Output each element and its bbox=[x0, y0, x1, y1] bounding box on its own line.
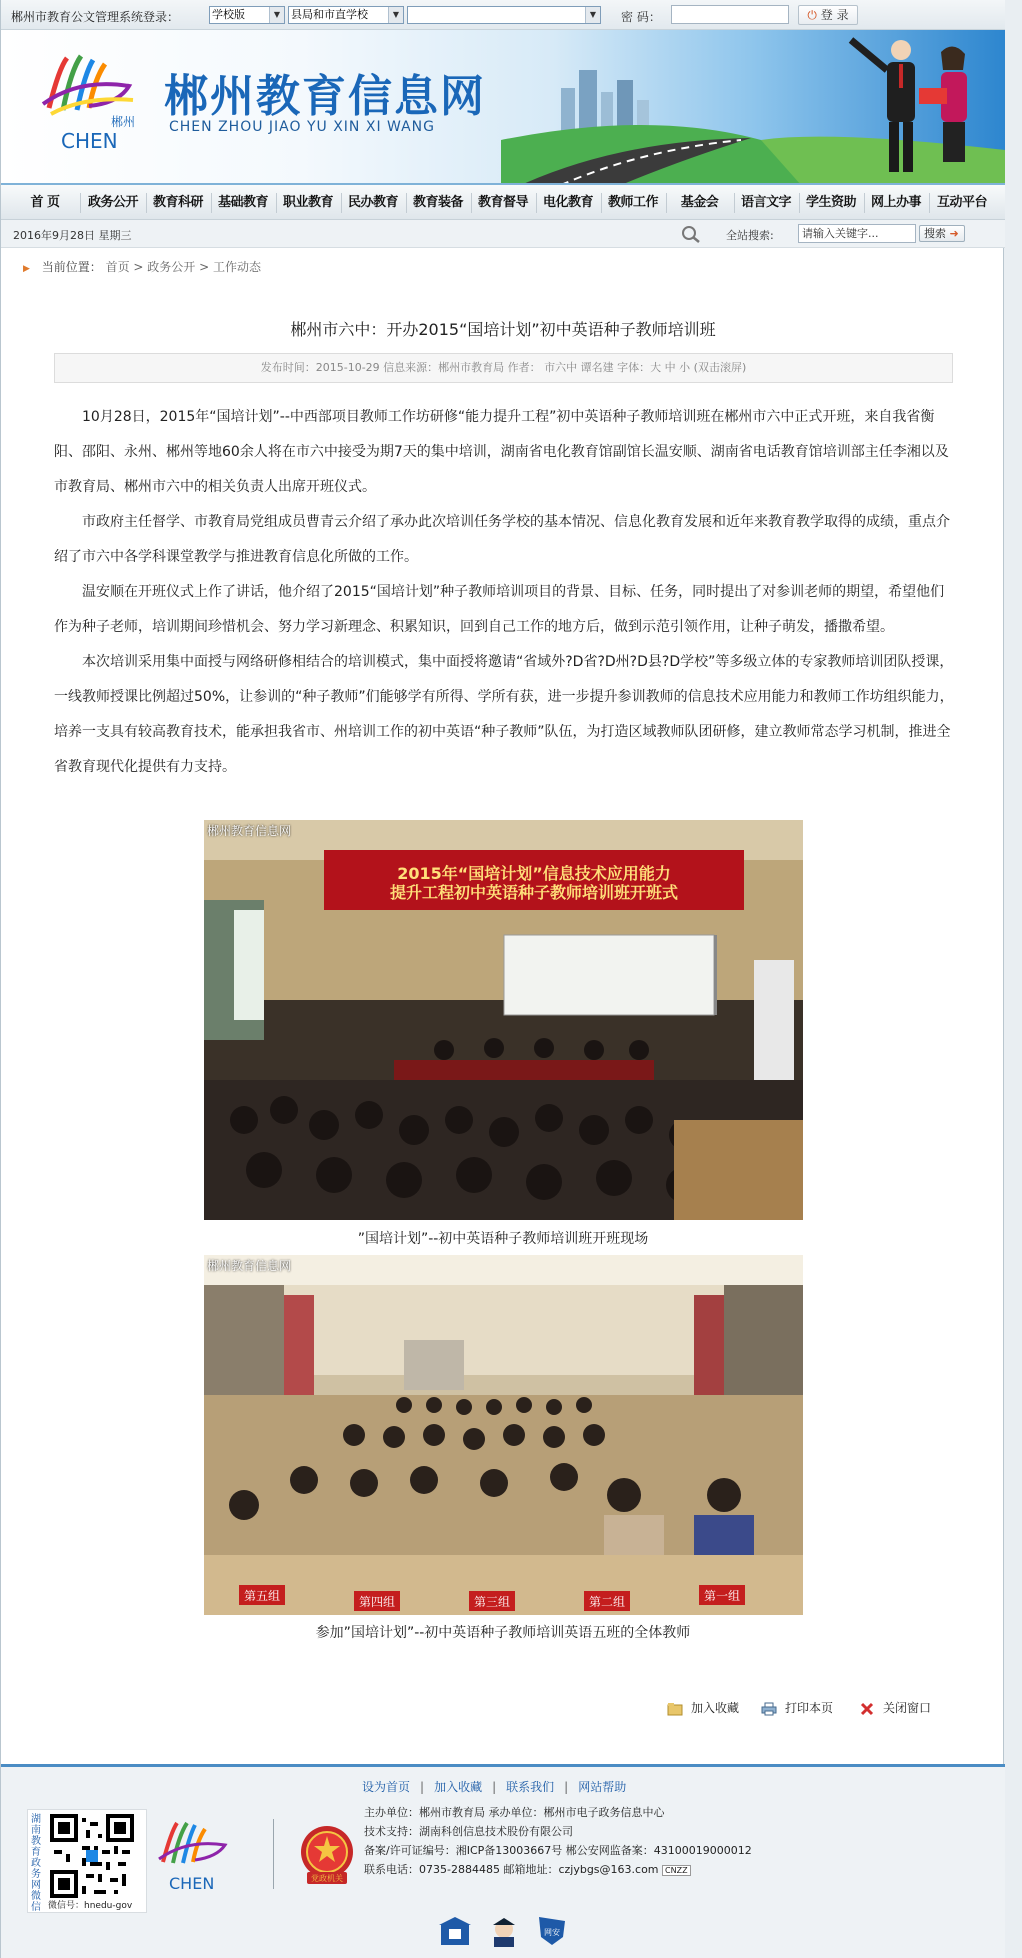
photo-caption: ”国培计划”--初中英语种子教师培训班开班现场 bbox=[357, 1231, 649, 1247]
group-sign: 第二组 bbox=[588, 1595, 625, 1609]
footer-link-contact[interactable]: 联系我们 bbox=[506, 1780, 555, 1794]
breadcrumb-work-news[interactable]: 工作动态 bbox=[213, 260, 262, 274]
login-button[interactable] bbox=[798, 5, 858, 25]
article-paragraph: 市政府主任督学、市教育局党组成员曹青云介绍了承办此次培训任务学校的基本情况、信息化教育发展和近年来教育教学取得的成绩，重点介绍了市六中各学科课堂教学与推进教育信息化所做的工作。 bbox=[54, 514, 950, 565]
footer-link-favorite[interactable]: 加入收藏 bbox=[434, 1780, 483, 1794]
chevron-down-icon: ▼ bbox=[388, 7, 403, 23]
current-date: 2016年9月28日 星期三 bbox=[13, 229, 132, 242]
version-select[interactable] bbox=[209, 6, 285, 24]
banner bbox=[1, 30, 1005, 185]
nav-item-vocational[interactable]: 职业教育 bbox=[282, 195, 333, 210]
logo-chen: CHEN bbox=[61, 129, 118, 153]
site-pinyin: CHEN ZHOU JIAO YU XIN XI WANG bbox=[169, 119, 436, 135]
nav-item-supervision[interactable]: 教育督导 bbox=[477, 195, 528, 210]
police-officer-icon[interactable] bbox=[493, 1918, 515, 1947]
wechat-qr bbox=[27, 1809, 147, 1913]
nav-item-government[interactable]: 政务公开 bbox=[87, 195, 138, 210]
banner-illustration bbox=[501, 30, 1005, 185]
footer-link-help[interactable]: 网站帮助 bbox=[578, 1780, 627, 1794]
org-select[interactable] bbox=[288, 6, 404, 24]
printer-icon bbox=[761, 1702, 777, 1716]
school-select[interactable] bbox=[407, 6, 601, 24]
gov-badge-icon bbox=[299, 1824, 355, 1886]
article-meta: 发布时间：2015-10-29 信息来源：郴州市教育局 作者： 市六中 谭名建 字体：大 中 小 (双击滚屏) bbox=[54, 353, 953, 383]
qr-side-text: 湖南教育政务网微信 bbox=[31, 1814, 41, 1913]
arrow-right-icon: ➜ bbox=[949, 227, 959, 240]
footer-info-line: 备案/许可证编号：湘ICP备13003667号 郴公安网监备案：43100019000012 bbox=[364, 1844, 752, 1857]
nav-item-research[interactable]: 教育科研 bbox=[152, 195, 203, 210]
nav-item-basic-education[interactable]: 基础教育 bbox=[217, 195, 268, 210]
breadcrumb-government[interactable]: 政务公开 bbox=[147, 260, 196, 274]
chevron-down-icon: ▼ bbox=[269, 7, 284, 23]
article-body bbox=[54, 400, 954, 785]
article-photo-opening bbox=[204, 820, 803, 1220]
photo-banner-line: 2015年“国培计划”信息技术应用能力 bbox=[397, 864, 671, 883]
login-label: 郴州市教育公文管理系统登录： bbox=[11, 10, 180, 24]
nav-item-interactive[interactable]: 互动平台 bbox=[936, 195, 987, 210]
nav-item-e-learning[interactable]: 电化教育 bbox=[542, 195, 593, 210]
nav-item-foundation[interactable]: 基金会 bbox=[680, 195, 719, 210]
article-paragraph: 本次培训采用集中面授与网络研修相结合的培训模式，集中面授将邀请“省域外?D省?D州?D县?D学校”等多级立体的专家教师培训团队授课，一线教师授课比例超过50%，让参训的“种子教师”们能够学有所得、学所有获，进一步提升参训教师的信息技术应用能力和教师工作坊组织能力，培养一支具有较高教育技术，能承担我省市、州培训工作的初中英语“种子教师”队伍，为打造区域教师队团研修，建立教师常态学习机制，推进全省教育现代化提供有力支持。 bbox=[54, 654, 954, 775]
footer-info-contact: 联系电话：0735-2884485 邮箱地址：czjybgs@163.com bbox=[364, 1863, 659, 1876]
group-sign: 第五组 bbox=[243, 1589, 280, 1603]
network-security-icon[interactable] bbox=[539, 1917, 565, 1945]
main-nav bbox=[1, 185, 1005, 220]
nav-item-teachers[interactable]: 教师工作 bbox=[607, 195, 658, 210]
photo-banner bbox=[324, 864, 744, 902]
password-label: 密 码： bbox=[621, 10, 661, 24]
photo-watermark: 郴州教育信息网 bbox=[207, 824, 292, 838]
qr-caption: 微信号：hnedu-gov bbox=[48, 1901, 133, 1911]
breadcrumb-sep: > bbox=[195, 260, 213, 274]
cnzz-label: CNZZ bbox=[665, 1866, 688, 1875]
footer-logo bbox=[151, 1817, 241, 1897]
search-icon bbox=[681, 225, 701, 243]
article-paragraph: 温安顺在开班仪式上作了讲话，他介绍了2015“国培计划”种子教师培训项目的背景、目标、任务，同时提出了对参训老师的期望，希望他们作为种子老师，培训期间珍惜机会、努力学习新理念、积累知识，回到自己工作的地方后，做到示范引领作用，让种子萌发，播撒希望。 bbox=[54, 584, 945, 635]
footer-info bbox=[364, 1803, 752, 1879]
network-security-label: 网安 bbox=[544, 1928, 560, 1937]
chevron-down-icon: ▼ bbox=[585, 7, 600, 23]
search-input[interactable]: 请输入关键字... bbox=[798, 224, 916, 243]
close-window-link[interactable] bbox=[859, 1699, 931, 1716]
folder-star-icon bbox=[667, 1702, 683, 1716]
nav-item-online-services[interactable]: 网上办事 bbox=[870, 195, 921, 210]
footer-link-sep: | bbox=[492, 1780, 497, 1794]
footer-info-line bbox=[364, 1860, 752, 1879]
article-title: 郴州市六中：开办2015“国培计划”初中英语种子教师培训班 bbox=[290, 320, 716, 339]
close-icon bbox=[859, 1702, 875, 1716]
close-window-label: 关闭窗口 bbox=[883, 1701, 932, 1715]
logo-text: 郴州 bbox=[111, 115, 136, 129]
gov-badge-text: 党政机关 bbox=[311, 1874, 343, 1883]
breadcrumb-sep: > bbox=[129, 260, 148, 274]
police-station-icon[interactable] bbox=[439, 1917, 471, 1945]
nav-item-language[interactable]: 语言文字 bbox=[740, 195, 791, 210]
article-paragraph: 10月28日，2015年“国培计划”--中西部项目教师工作坊研修“能力提升工程”初中英语种子教师培训班在郴州市六中正式开班，来自我省衡阳、邵阳、永州、郴州等地60余人将在市六中接受为期7天的集中培训，湖南省电化教育馆副馆长温安顺、湖南省电话教育馆培训部主任李湘以及市教育局、郴州市六中的相关负责人出席开班仪式。 bbox=[54, 409, 949, 495]
search-button[interactable] bbox=[919, 225, 965, 242]
footer-logo-text: CHEN bbox=[169, 1874, 215, 1893]
footer-link-homepage[interactable]: 设为首页 bbox=[362, 1780, 411, 1794]
bullet-icon: ▶ bbox=[23, 264, 30, 274]
breadcrumb-home[interactable]: 首页 bbox=[105, 260, 130, 274]
photo-caption: 参加”国培计划”--初中英语种子教师培训英语五班的全体教师 bbox=[315, 1625, 691, 1641]
date-search-bar bbox=[1, 220, 1005, 248]
group-sign: 第四组 bbox=[358, 1595, 395, 1609]
group-sign: 第一组 bbox=[703, 1589, 740, 1603]
print-link[interactable] bbox=[761, 1699, 833, 1716]
org-select-value: 县局和市直学校 bbox=[291, 8, 368, 21]
breadcrumb bbox=[23, 258, 261, 275]
footer-links bbox=[1, 1778, 1005, 1795]
site-logo bbox=[29, 48, 149, 158]
photo-watermark: 郴州教育信息网 bbox=[207, 1259, 292, 1273]
password-input[interactable] bbox=[671, 5, 789, 24]
footer-link-sep: | bbox=[564, 1780, 569, 1794]
search-label: 全站搜索: bbox=[726, 229, 774, 242]
qr-code-icon bbox=[48, 1814, 136, 1898]
add-favorite-link[interactable] bbox=[667, 1699, 739, 1716]
search-button-label: 搜索 bbox=[924, 227, 946, 240]
footer-link-sep: | bbox=[420, 1780, 425, 1794]
group-sign: 第三组 bbox=[473, 1595, 510, 1609]
footer-info-line: 主办单位：郴州市教育局 承办单位：郴州市电子政务信息中心 bbox=[364, 1806, 665, 1819]
print-label: 打印本页 bbox=[785, 1701, 834, 1715]
login-button-label: 登 录 bbox=[820, 8, 849, 22]
nav-item-equipment[interactable]: 教育装备 bbox=[412, 195, 463, 210]
footer bbox=[1, 1764, 1005, 1958]
nav-item-home[interactable]: 首 页 bbox=[30, 195, 60, 210]
photo-banner-line: 提升工程初中英语种子教师培训班开班式 bbox=[389, 883, 678, 902]
cnzz-badge[interactable] bbox=[662, 1865, 691, 1876]
nav-item-private[interactable]: 民办教育 bbox=[347, 195, 398, 210]
footer-security-icons bbox=[439, 1915, 569, 1947]
site-title: 郴州教育信息网 bbox=[164, 71, 486, 122]
login-bar bbox=[1, 0, 1005, 30]
nav-item-student-aid[interactable]: 学生资助 bbox=[805, 195, 856, 210]
breadcrumb-label: 当前位置： bbox=[41, 260, 102, 274]
version-select-value: 学校版 bbox=[212, 8, 245, 21]
add-favorite-label: 加入收藏 bbox=[691, 1701, 740, 1715]
footer-info-line: 技术支持：湖南科创信息技术股份有限公司 bbox=[364, 1825, 573, 1838]
article-photo-teachers bbox=[204, 1255, 803, 1615]
power-icon: ⏻ bbox=[807, 8, 817, 22]
